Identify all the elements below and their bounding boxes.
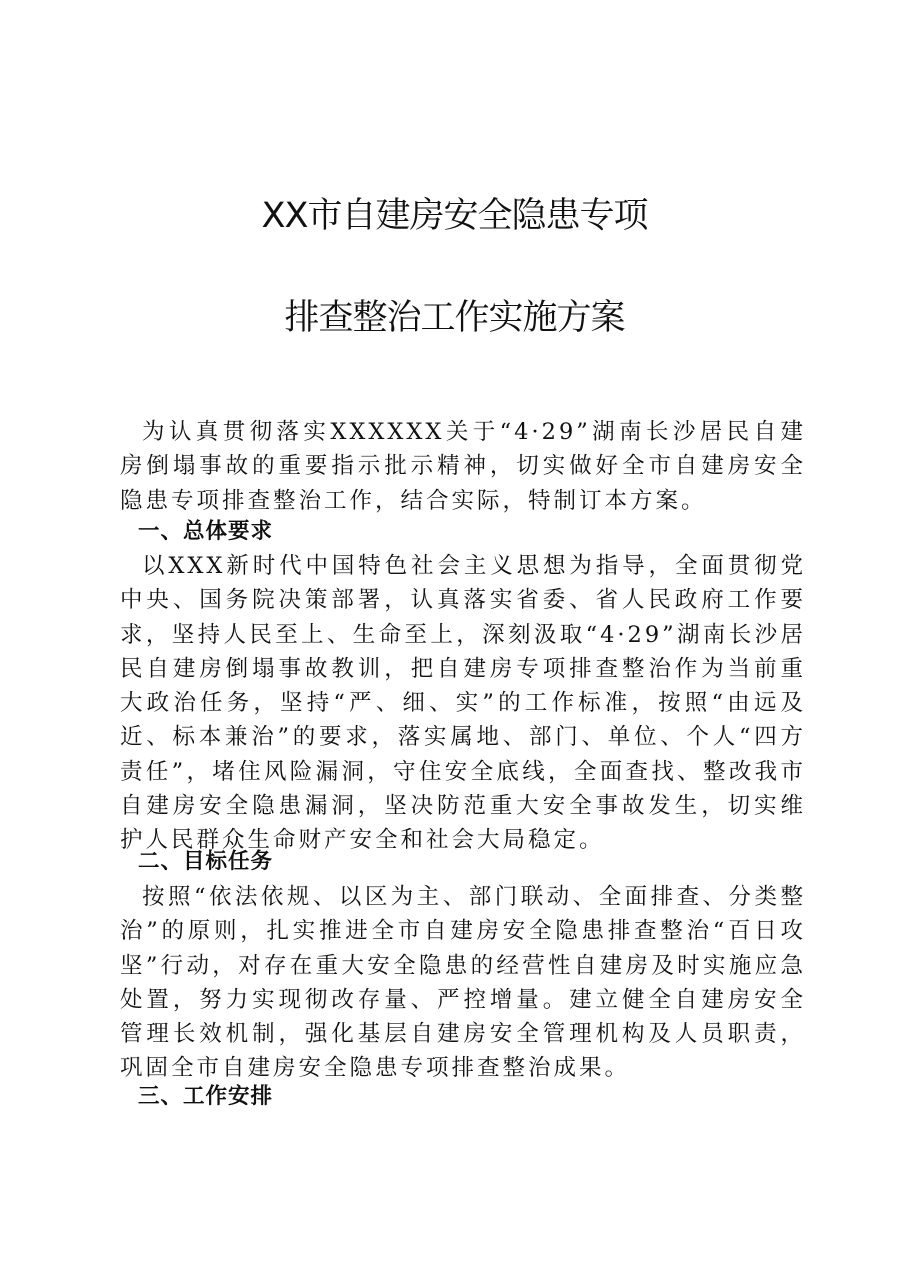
section-heading-goals-tasks: 二、目标任务 bbox=[138, 849, 274, 874]
section-body-overall-requirements: 以XXX新时代中国特色社会主义思想为指导，全面贯彻党中央、国务院决策部署，认真落实省委、省人民政府工作要求，坚持人民至上、生命至上，深刻汲取“4·29”湖南长沙居民自建房倒塌事故教训，把自建房专项排查整治作为当前重大政治任务，坚持“严、细、实”的工作标准，按照“由远及近、标本兼治”的要求，落实属地、部门、单位、个人“四方责任”，堵住风险漏洞，守住安全底线，全面查找、整改我市自建房安全隐患漏洞，坚决防范重大安全事故发生，切实维护人民群众生命财产安全和社会大局稳定。 bbox=[120, 553, 806, 854]
section-heading-work-arrangement: 三、工作安排 bbox=[138, 1084, 274, 1109]
section-heading-overall-requirements: 一、总体要求 bbox=[138, 519, 274, 544]
document-title-line-1: XX市自建房安全隐患专项 bbox=[261, 196, 648, 236]
document-title-line-2: 排查整治工作实施方案 bbox=[284, 298, 625, 338]
section-body-goals-tasks: 按照“依法依规、以区为主、部门联动、全面排查、分类整治”的原则，扎实推进全市自建房安全隐患排查整治“百日攻坚”行动，对存在重大安全隐患的经营性自建房及时实施应急处置，努力实现彻改存量、严控增量。建立健全自建房安全管理长效机制，强化基层自建房安全管理机构及人员职责，巩固全市自建房安全隐患专项排查整治成果。 bbox=[120, 884, 806, 1082]
intro-paragraph: 为认真贯彻落实XXXXXX关于“4·29”湖南长沙居民自建房倒塌事故的重要指示批示精神，切实做好全市自建房安全隐患专项排查整治工作，结合实际，特制订本方案。 bbox=[120, 419, 806, 514]
